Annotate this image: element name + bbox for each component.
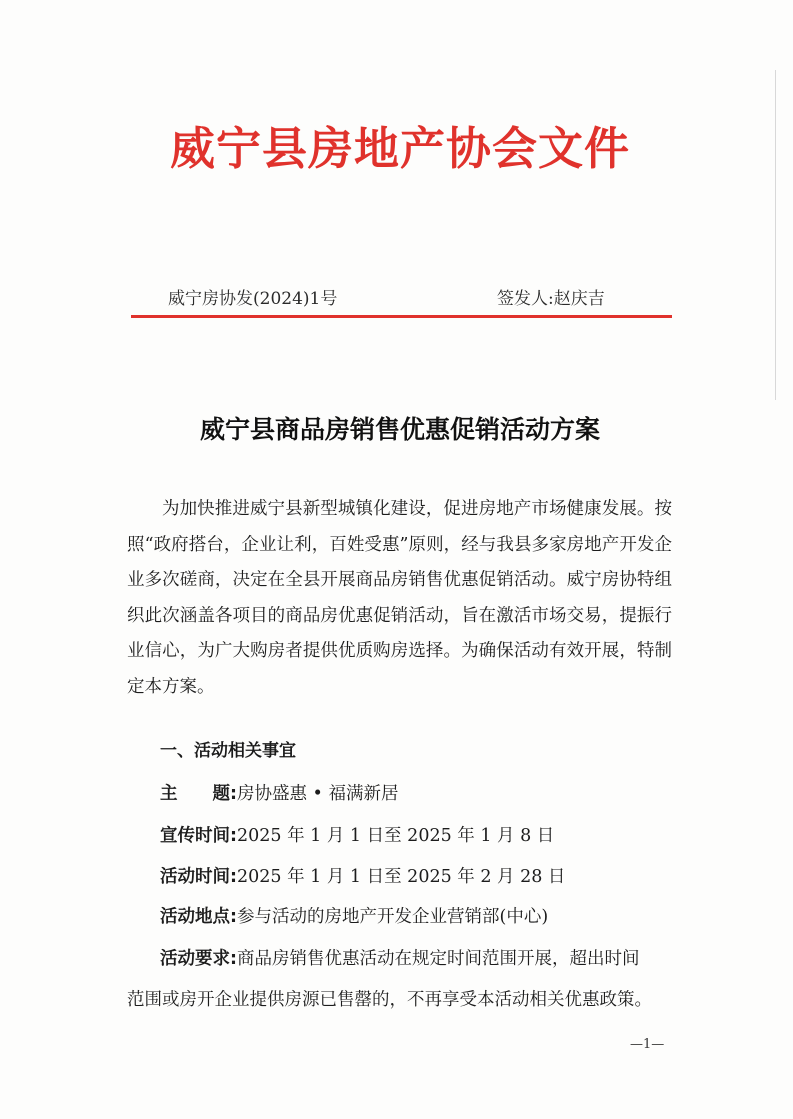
item-theme (160, 780, 398, 805)
item-value: 2025 年 1 月 1 日至 2025 年 2 月 28 日 (237, 867, 566, 887)
item-label: 活动要求: (160, 949, 237, 969)
item-label: 活动时间: (160, 867, 237, 887)
document-title: 威宁县商品房销售优惠促销活动方案 (199, 415, 600, 444)
item-value: 2025 年 1 月 1 日至 2025 年 1 月 8 日 (237, 826, 555, 846)
item-requirement (160, 945, 640, 970)
section-heading: 一、活动相关事宜 (160, 741, 296, 761)
item-location (160, 903, 548, 928)
item-label: 宣传时间: (160, 826, 237, 846)
item-activity-period (160, 863, 565, 888)
agency-header-title: 威宁县房地产协会文件 (169, 122, 630, 175)
item-promo-period (160, 822, 554, 847)
scan-edge-line (775, 70, 776, 400)
item-value: 房协盛惠 • 福满新居 (237, 784, 399, 804)
red-divider (131, 315, 672, 318)
requirement-continuation: 范围或房开企业提供房源已售罄的，不再享受本活动相关优惠政策。 (127, 990, 652, 1010)
signer: 签发人:赵庆吉 (497, 289, 605, 309)
item-label: 活动地点: (160, 907, 237, 927)
item-value: 商品房销售优惠活动在规定时间范围开展，超出时间 (237, 949, 640, 969)
item-label: 主 题: (160, 784, 237, 804)
document-number: 威宁房协发(2024)1号 (168, 289, 338, 309)
intro-paragraph: 为加快推进威宁县新型城镇化建设，促进房地产市场健康发展。按照“政府搭台，企业让利，百姓受惠”原则，经与我县多家房地产开发企业多次磋商，决定在全县开展商品房销售优惠促销活动。威宁房协特组织此次涵盖各项目的商品房优惠促销活动，旨在激活市场交易，提振行业信心，为广大购房者提供优质购房选择。为确保活动有效开展，特制定本方案。 (127, 499, 672, 697)
item-value: 参与活动的房地产开发企业营销部(中心) (237, 907, 549, 927)
page-number: —1— (630, 1037, 665, 1052)
